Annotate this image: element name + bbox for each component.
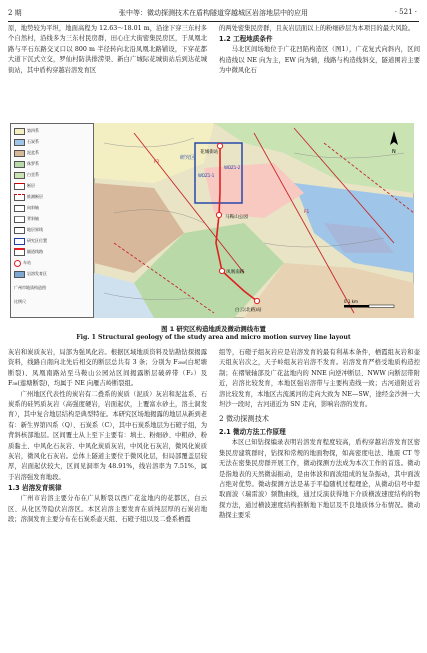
right-column-top bbox=[219, 24, 420, 120]
station-marker bbox=[219, 268, 224, 273]
svg-text:N: N bbox=[392, 149, 396, 155]
survey-line-label: WDZ1-1 bbox=[198, 173, 215, 178]
station-marker bbox=[254, 298, 259, 303]
legend-swatch bbox=[14, 227, 25, 234]
legend-item: 泥盆系 bbox=[14, 149, 92, 156]
legend-item: 岩溶发育区 bbox=[14, 270, 92, 277]
study-area-label: 研究区 bbox=[180, 155, 196, 161]
legend-swatch bbox=[14, 260, 21, 267]
left-column-bottom bbox=[8, 348, 207, 648]
figure-caption-cn: 图 1 研究区构造地质及微动测线布置 bbox=[161, 325, 266, 333]
station-label: 马鞍山公园 bbox=[225, 215, 248, 220]
section-heading: 2.1 微动方法工作原理 bbox=[219, 428, 286, 437]
paragraph: 灰岩和炭质灰岩，局部为强风化岩。根据区域地质资料及钻勘钻探揭露资料，线路自南向北先后相交的断层总共有 3 条；分别为 F₂₈₀(白坭塘断裂)、凤凰南路站至马鞍山公园站区间揭露断层破碎带（F₂）及 F₃₈(莲塘断裂)，均属于 NE 向雁吉岭断裂组。 bbox=[8, 349, 207, 388]
paragraph: 马北区间场地位于广花凹陷构造区（图1），广花复式向斜内，区间构造线以 NE 向为主，EW 向为辅，线路与构造线斜交，隧道围岩主要为中微风化石 bbox=[219, 46, 420, 75]
legend-swatch bbox=[14, 248, 25, 256]
legend-item: 研究区位置 bbox=[14, 237, 92, 244]
section-heading: 1.2 工程地质条件 bbox=[219, 35, 273, 44]
station-label: 白云(北路)站 bbox=[235, 308, 262, 313]
paragraph: 本区已知钻探编录表明岩溶发育程度较高，盾构穿越岩溶发育区密集民房建筑群时，钻探和常规的地面物探，如高密度电法、地震 CT 等无法在密集民房群开展工作，微动探测方法成为本次工作的首选。微动是指地表的天然微弱振动，是由体波和面波组成的复杂振动，其中面波占绝对优势。微动探测方法是基于平稳随机过程理论，从微动信号中提取面波（瑞雷波）频散曲线，通过反演获得地下介质横波速度结构的物探方法，通过横波速度结构推断地下地层及不良地质体分布情况。微动勘探主要采 bbox=[219, 439, 420, 520]
page-header bbox=[0, 0, 427, 22]
legend-swatch bbox=[14, 161, 25, 168]
station-marker bbox=[216, 212, 221, 217]
figure-1 bbox=[10, 123, 415, 318]
station-label: 凤凰南路 bbox=[226, 270, 245, 275]
geology-map bbox=[94, 123, 414, 318]
paragraph: 组等，石磴子组灰岩应是岩溶发育的最有利基本条件，栖霞组灰岩和壶天组灰岩次之，天子岭组灰岩岩溶不发育。岩溶发育严格受地质构造控制；在褶皱轴部及广花盆地内的 NNE 向逆冲断层、NWW 向断层带附近，岩溶比较发育，本地区强岩溶带与主要构造线一致；古河道附近岩溶比较发育，本地区古流溪河的走向大致为 NE—SW，途经金沙洲一大坦沙一段时，古河道近为 SN 走向，影响岩溶的发育。 bbox=[219, 349, 420, 409]
legend-item: 第四系 bbox=[14, 127, 92, 134]
legend-item: 隧道线路 bbox=[14, 248, 92, 255]
legend-item: 推测断层 bbox=[14, 193, 92, 200]
legend-swatch bbox=[14, 172, 25, 179]
paragraph: 广州市岩溶主要分布在广从断裂以西广花盆地内的花都区，白云区、从化区等隐伏岩溶区。本区岩溶主要发育在质纯层厚的石炭岩地段；溶洞发育主要分布在石炭系壶天组、石磴子组以及二叠系栖霞 bbox=[8, 495, 207, 524]
station-marker bbox=[217, 143, 222, 148]
legend-swatch bbox=[14, 238, 25, 245]
legend-item: 比例尺 bbox=[14, 299, 26, 304]
legend-swatch bbox=[14, 128, 25, 135]
legend-item: 白垩系 bbox=[14, 171, 92, 178]
fault-label: F2 bbox=[154, 160, 160, 165]
fault-label: F1 bbox=[304, 210, 310, 215]
legend-item: 广州市地质构造图 bbox=[14, 285, 46, 290]
survey-line-label: WDZ1-2 bbox=[224, 165, 241, 170]
figure-caption-en: Fig. 1 Structural geology of the study area and micro motion survey line layout bbox=[76, 334, 351, 341]
legend-item: 石炭系 bbox=[14, 138, 92, 145]
legend-swatch bbox=[14, 216, 25, 223]
legend-swatch bbox=[14, 194, 25, 201]
left-column-top bbox=[8, 24, 207, 120]
legend-swatch bbox=[14, 150, 25, 157]
section-heading: 1.3 岩溶发育规律 bbox=[8, 484, 62, 493]
legend-item: 地层界线 bbox=[14, 226, 92, 233]
legend-swatch bbox=[14, 205, 25, 212]
map-legend bbox=[10, 123, 94, 318]
paragraph: 的两处密集民房群，且灰岩层面以上的粉细砂层为本项目的最大风险。 bbox=[219, 25, 415, 32]
legend-item: 断层 bbox=[14, 182, 92, 189]
legend-swatch bbox=[14, 139, 25, 146]
issue-number: 2 期 bbox=[8, 9, 22, 17]
right-column-bottom bbox=[219, 348, 420, 648]
header-rule bbox=[8, 21, 419, 22]
paragraph: 原，地势较为平坦，地面高程为 12.63～18.01 m，沿途下穿三东村多个自然村，沿线多为三东村民房群，田心庄大街密集民房区，于凤凰北路与平石东路交叉口以 800 m 半径转向北沿凤凰北路铺设，下穿花都大道下沉式立交，罗仙村防洪排涝渠、新白广城际花城街站后到达花城街站，其中盾构穿越岩溶发育区 bbox=[8, 25, 207, 74]
legend-swatch bbox=[14, 271, 25, 278]
legend-item: 车站 bbox=[14, 259, 92, 266]
section-title: 2 微动探测技术 bbox=[219, 414, 269, 424]
station-label: 花城街站 bbox=[200, 150, 219, 155]
page-number: · 521 · bbox=[394, 8, 417, 16]
legend-swatch bbox=[14, 183, 25, 190]
legend-item: 侏罗系 bbox=[14, 160, 92, 167]
running-title: 张中等：微动探测技术在盾构隧道穿越城区岩溶地层中的应用 bbox=[119, 9, 308, 17]
scale-label: 0 1 km bbox=[344, 299, 358, 304]
legend-item: 背斜轴 bbox=[14, 215, 92, 222]
paragraph: 广州地区代表性的炭岩有二叠系的炭质（泥质）灰岩和泥盆系、石炭系的硅钙质灰岩（高强度硬岩，岩面起伏，上覆富水砂土，溶土洞发育），其中复合地层结构是典型特征。本研究区场地揭露的地层从新到老有：新生界第四系（Q）、石炭系（C），其中石炭系地层为石磴子组，为背斜核部地层。区间覆土从上至下主要有：填土、粉细砂、中粗砂、粉质黏土、中风化石灰岩、中风化炭质灰岩，中风化石灰岩，微风化炭质灰岩，微风化石灰岩。总体上隧道主要位于微风化层，但局部覆盖层较厚，岩面起伏较大，区间见洞率为 48.91%，线岩溶率为 7.51%，属于岩溶强发育地段。 bbox=[8, 390, 207, 481]
legend-item: 向斜轴 bbox=[14, 204, 92, 211]
